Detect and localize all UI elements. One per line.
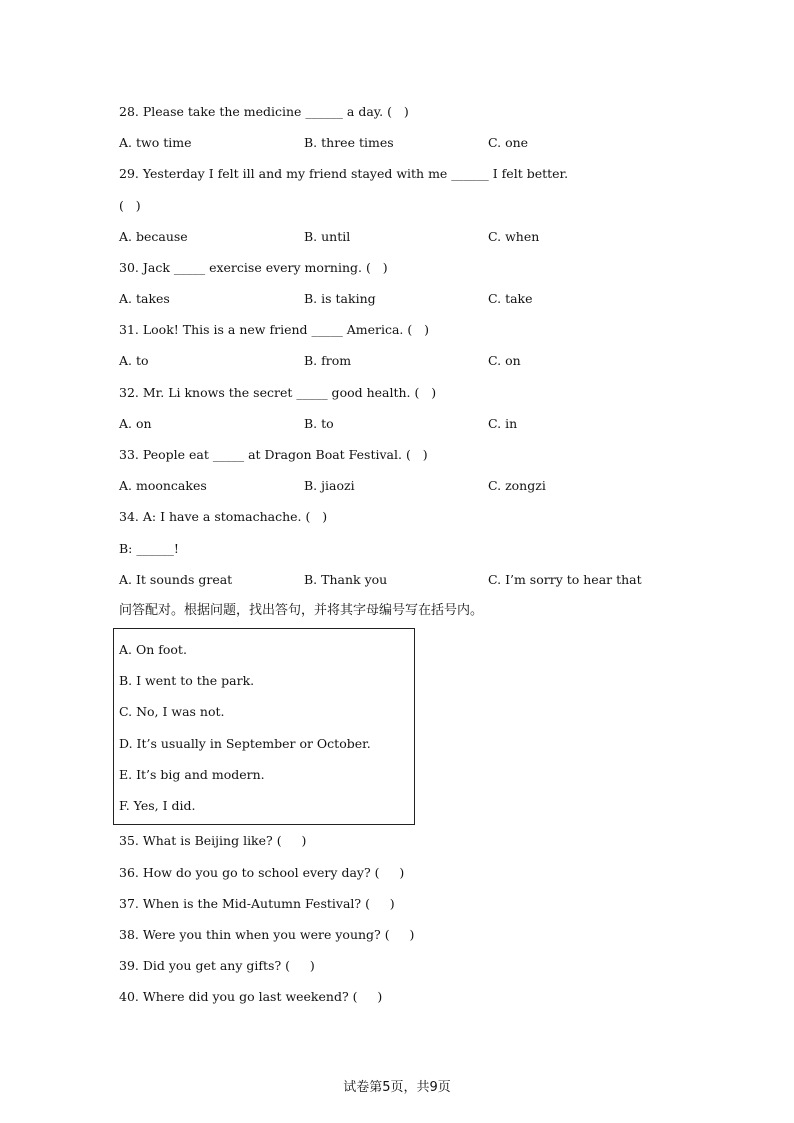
answer-e: E. It’s big and modern.	[119, 767, 265, 782]
question-28: 28. Please take the medicine ______ a day. ( )	[119, 104, 409, 119]
answer-c: C. No, I was not.	[119, 704, 225, 719]
question-34-b-line: B: ______!	[119, 541, 179, 556]
option-c: C. take	[488, 291, 533, 306]
question-36: 36. How do you go to school every day? ( )	[119, 865, 405, 880]
answer-f: F. Yes, I did.	[119, 798, 196, 813]
option-c: C. zongzi	[488, 478, 546, 493]
question-34: 34. A: I have a stomachache. ( )	[119, 509, 328, 524]
option-a: A. two time	[119, 135, 192, 150]
option-b: B. three times	[304, 135, 394, 150]
question-40: 40. Where did you go last weekend? ( )	[119, 989, 383, 1004]
option-c: C. on	[488, 353, 521, 368]
option-c: C. when	[488, 229, 540, 244]
option-b: B. is taking	[304, 291, 376, 306]
question-38: 38. Were you thin when you were young? ( )	[119, 927, 415, 942]
option-a: A. to	[119, 353, 149, 368]
question-29: 29. Yesterday I felt ill and my friend stayed with me ______ I felt better.	[119, 166, 569, 181]
option-b: B. from	[304, 353, 352, 368]
question-32: 32. Mr. Li knows the secret _____ good health. ( )	[119, 385, 437, 400]
question-35: 35. What is Beijing like? ( )	[119, 833, 307, 848]
option-b: B. until	[304, 229, 351, 244]
option-b: B. jiaozi	[304, 478, 355, 493]
answer-b: B. I went to the park.	[119, 673, 255, 688]
option-a: A. on	[119, 416, 152, 431]
question-37: 37. When is the Mid-Autumn Festival? ( )	[119, 896, 395, 911]
question-39: 39. Did you get any gifts? ( )	[119, 958, 315, 973]
option-a: A. takes	[119, 291, 170, 306]
answer-d: D. It’s usually in September or October.	[119, 736, 371, 751]
option-a: A. mooncakes	[119, 478, 207, 493]
question-31: 31. Look! This is a new friend _____ America. ( )	[119, 322, 430, 337]
question-33: 33. People eat _____ at Dragon Boat Festival. ( )	[119, 447, 428, 462]
option-c: C. one	[488, 135, 529, 150]
option-a: A. It sounds great	[119, 572, 233, 587]
section-instruction: 问答配对。根据问题，找出答句，并将其字母编号写在括号内。	[119, 603, 484, 618]
option-a: A. because	[119, 229, 188, 244]
option-b: B. Thank you	[304, 572, 388, 587]
option-b: B. to	[304, 416, 334, 431]
page-footer: 试卷第5页，共9页	[343, 1080, 451, 1095]
option-c: C. in	[488, 416, 518, 431]
option-c: C. I’m sorry to hear that	[488, 572, 642, 587]
question-30: 30. Jack _____ exercise every morning. ( )	[119, 260, 388, 275]
question-29-bracket: ( )	[119, 198, 141, 213]
answer-a: A. On foot.	[119, 642, 187, 657]
